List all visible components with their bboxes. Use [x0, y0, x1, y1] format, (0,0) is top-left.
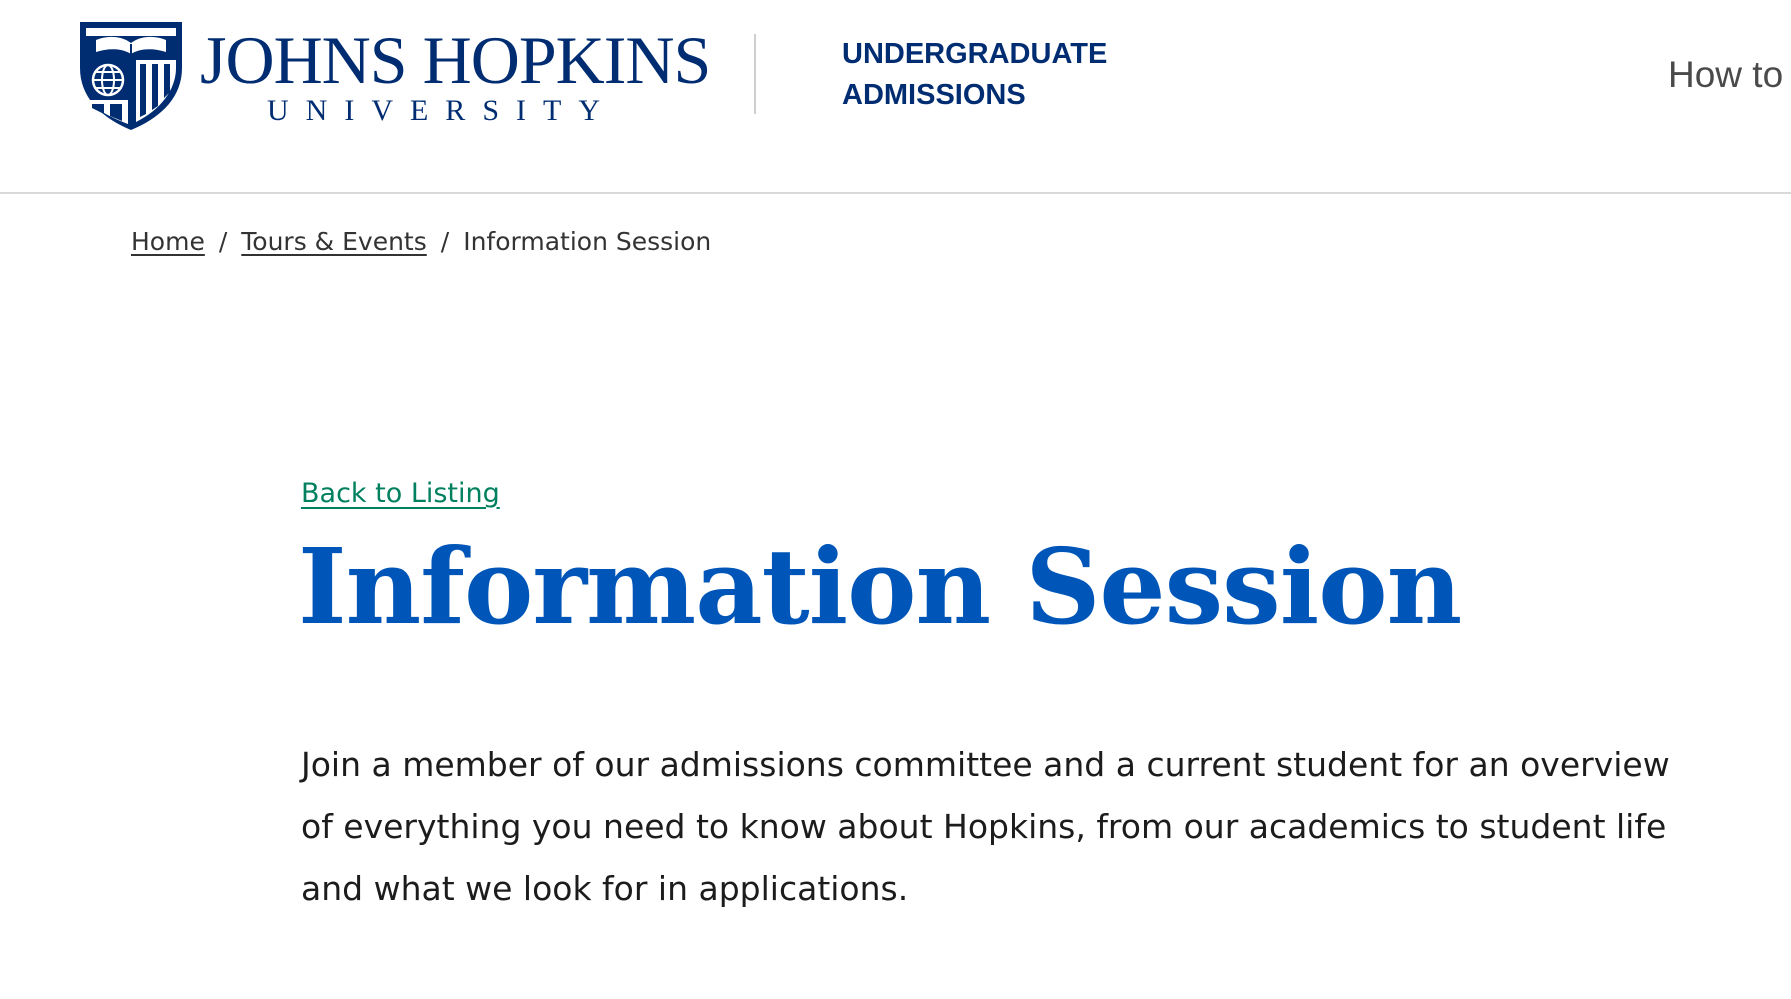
site-name-line-1: UNDERGRADUATE: [842, 38, 1108, 70]
back-to-listing-link[interactable]: Back to Listing: [301, 478, 500, 509]
logo-subtitle: UNIVERSITY: [267, 94, 617, 127]
breadcrumb-tours-events[interactable]: Tours & Events: [241, 227, 427, 256]
breadcrumb-home[interactable]: Home: [131, 227, 205, 256]
page-title: Information Session: [298, 525, 1462, 648]
breadcrumb-separator: /: [218, 227, 228, 256]
logo-wordmark: JOHNS HOPKINS: [200, 22, 711, 98]
site-name-link[interactable]: [842, 34, 1107, 116]
nav-item-how-to[interactable]: How to: [1668, 54, 1784, 95]
intro-paragraph: Join a member of our admissions committee and a current student for an overview of everything you need to know about Hopkins, from our academics to student life and what we look for in applications.: [301, 745, 1670, 908]
header-divider: [754, 34, 756, 114]
site-header: [0, 0, 1791, 194]
breadcrumb: [131, 224, 711, 260]
university-shield-icon: [78, 18, 184, 131]
site-name-line-2: ADMISSIONS: [842, 79, 1026, 111]
university-logo-link[interactable]: [78, 18, 711, 133]
breadcrumb-separator: /: [440, 227, 450, 256]
breadcrumb-current: Information Session: [463, 227, 712, 256]
